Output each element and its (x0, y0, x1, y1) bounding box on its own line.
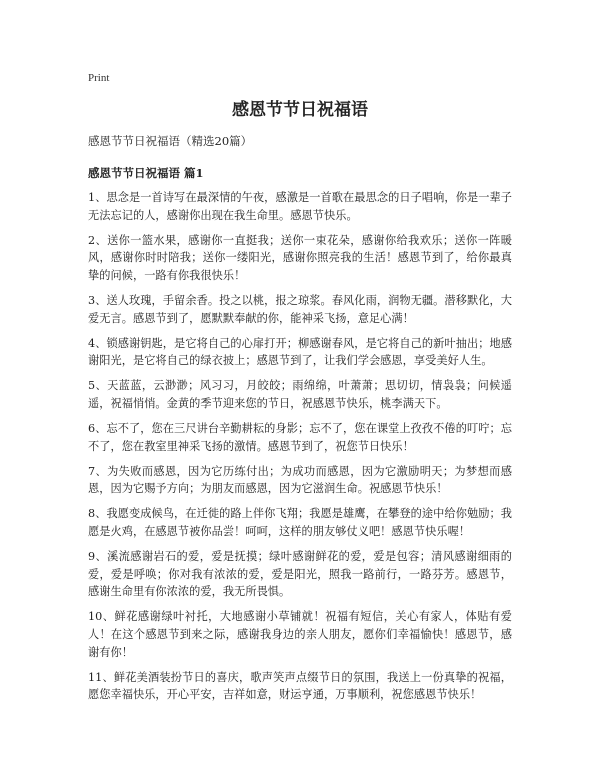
paragraph-11: 11、鲜花美酒装扮节日的喜庆，歌声笑声点缀节日的氛围，我送上一份真挚的祝福，愿您幸福快乐，开心平安，吉祥如意，财运亨通，万事顺利，祝您感恩节快乐！ (88, 670, 512, 702)
paragraph-9: 9、溪流感谢岩石的爱，爱是抚摸；绿叶感谢鲜花的爱，爱是包容；清风感谢细雨的爱，爱是呼唤；你对我有浓浓的爱，爱是阳光，照我一路前行，一路芬芳。感恩节，感谢生命里有你浓浓的爱，我无所畏惧。 (88, 550, 512, 599)
document-subtitle: 感恩节节日祝福语（精选20篇） (88, 134, 253, 148)
print-label: Print (88, 72, 110, 84)
paragraph-1: 1、思念是一首诗写在最深情的午夜，感激是一首歌在最思念的日子唱响，你是一辈子无法忘记的人，感谢你出现在我生命里。感恩节快乐。 (88, 191, 512, 222)
paragraph-4: 4、锁感谢钥匙，是它将自己的心扉打开；柳感谢春风，是它将自己的新叶抽出；地感谢阳光，是它将自己的绿衣披上；感恩节到了，让我们学会感恩，享受美好人生。 (88, 336, 512, 368)
paragraph-10: 10、鲜花感谢绿叶衬托，大地感谢小草铺就！祝福有短信，关心有家人，体贴有爱人！在这个感恩节到来之际，感谢我身边的亲人朋友，愿你们幸福愉快！感恩节，感谢有你！ (88, 610, 512, 659)
section-heading: 感恩节节日祝福语 篇1 (88, 166, 204, 180)
paragraph-8: 8、我愿变成候鸟，在迁徙的路上伴你飞翔；我愿是雄鹰，在攀登的途中给你勉励；我愿是火鸡，在感恩节被你品尝！呵呵，这样的朋友够仗义吧！感恩节快乐喔！ (88, 507, 512, 538)
document-title: 感恩节节日祝福语 (232, 100, 368, 120)
paragraph-3: 3、送人玫瑰，手留余香。投之以桃，报之琼浆。春风化雨，润物无疆。潜移默化，大爱无言。感恩节到了，愿默默奉献的你，能神采飞扬，意足心满！ (88, 293, 512, 325)
paragraph-2: 2、送你一篮水果，感谢你一直挺我；送你一束花朵，感谢你给我欢乐；送你一阵暖风，感谢你时时陪我；送你一缕阳光，感谢你照亮我的生活！感恩节到了，给你最真挚的问候，一路有你我很快乐！ (88, 233, 512, 282)
paragraph-5: 5、天蓝蓝，云渺渺；风习习，月皎皎；雨绵绵，叶萧萧；思切切，情袅袅；问候遥遥，祝福悄悄。金黄的季节迎来您的节日，祝感恩节快乐，桃李满天下。 (88, 379, 512, 410)
paragraph-6: 6、忘不了，您在三尺讲台辛勤耕耘的身影；忘不了，您在课堂上孜孜不倦的叮咛；忘不了，您在教室里神采飞扬的激情。感恩节到了，祝您节日快乐！ (88, 422, 512, 453)
paragraph-7: 7、为失败而感恩，因为它历练付出；为成功而感恩，因为它激励明天；为梦想而感恩，因为它赐予方向；为朋友而感恩，因为它滋润生命。祝感恩节快乐！ (88, 464, 512, 496)
